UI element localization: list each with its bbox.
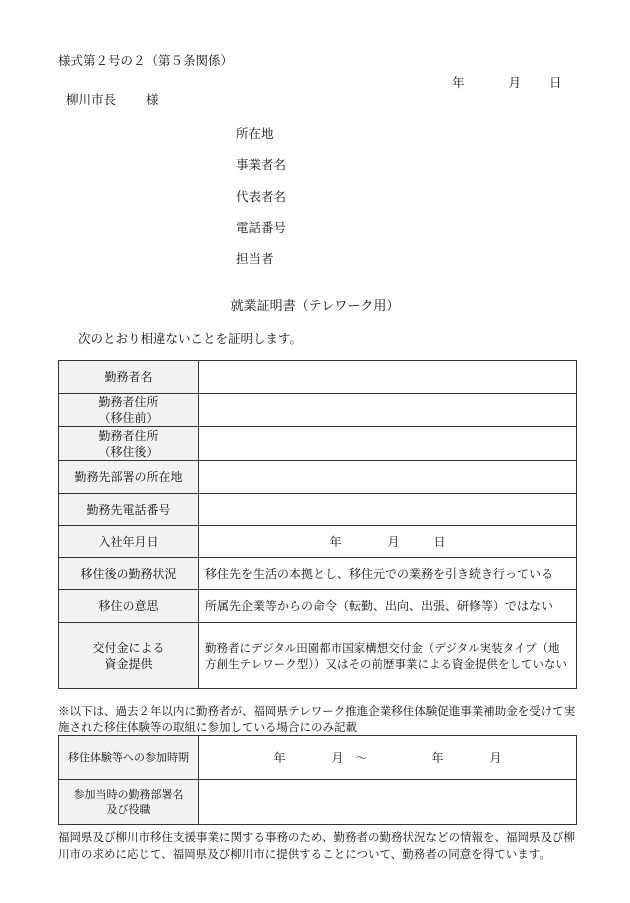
office-location-label: 勤務先部署の所在地 xyxy=(59,461,199,494)
trial-dept-label xyxy=(59,780,199,825)
trial-period-label: 移住体験等への参加時期 xyxy=(59,736,199,780)
page-title: 就業証明書（テレワーク用） xyxy=(230,299,400,314)
hire-month: 月 xyxy=(387,534,400,549)
label-line: 参加当時の勤務部署名 xyxy=(73,788,184,801)
addressee-honorific: 様 xyxy=(146,92,159,107)
applicant-company-label: 事業者名 xyxy=(236,157,287,172)
hire-day: 日 xyxy=(433,534,446,549)
worker-name-field[interactable] xyxy=(199,361,577,394)
trial-table xyxy=(58,735,577,825)
form-number: 様式第２号の２（第５条関係） xyxy=(58,53,234,68)
table-row xyxy=(59,427,577,461)
address-after-label xyxy=(59,427,199,461)
note-text: ※以下は、過去２年以内に勤務者が、福岡県テレワーク推進企業移住体験促進事業補助金を受けて実施された移住体験等の取組に参加している場合にのみ記載 xyxy=(58,704,576,734)
period-month-2: 月 xyxy=(489,750,502,765)
employment-table xyxy=(58,360,577,689)
label-line: 勤務者住所 xyxy=(98,428,159,443)
office-phone-field[interactable] xyxy=(199,494,577,526)
applicant-representative-label: 代表者名 xyxy=(236,189,287,204)
table-row xyxy=(59,780,577,825)
relocation-intent-text: 所属先企業等からの命令（転勤、出向、出張、研修等）ではない xyxy=(199,590,577,623)
applicant-phone-label: 電話番号 xyxy=(236,220,287,235)
address-after-field[interactable] xyxy=(199,427,577,461)
hire-date-field[interactable] xyxy=(199,526,577,558)
table-row xyxy=(59,361,577,394)
table-row xyxy=(59,623,577,689)
table-row xyxy=(59,526,577,558)
label-line: （移住後） xyxy=(98,444,159,459)
table-row xyxy=(59,394,577,427)
office-location-field[interactable] xyxy=(199,461,577,494)
office-phone-label: 勤務先電話番号 xyxy=(59,494,199,526)
table-row xyxy=(59,461,577,494)
addressee xyxy=(66,90,159,108)
trial-dept-field[interactable] xyxy=(199,780,577,825)
label-line: 及び役職 xyxy=(106,803,151,816)
table-row xyxy=(59,590,577,623)
period-tilde: ～ xyxy=(355,750,368,765)
work-status-text: 移住先を生活の本拠とし、移住元での業務を引き続き行っている xyxy=(199,558,577,590)
grant-funding-label xyxy=(59,623,199,689)
table-row xyxy=(59,558,577,590)
address-before-label xyxy=(59,394,199,427)
label-line: 資金提供 xyxy=(104,656,153,671)
period-month-1: 月 xyxy=(331,750,344,765)
date-month: 月 xyxy=(508,75,522,90)
hire-date-label: 入社年月日 xyxy=(59,526,199,558)
date-line xyxy=(452,73,562,91)
date-day: 日 xyxy=(549,75,562,90)
date-year: 年 xyxy=(452,75,465,90)
address-before-field[interactable] xyxy=(199,394,577,427)
table-row xyxy=(59,494,577,526)
grant-funding-text: 勤務者にデジタル田園都市国家構想交付金（デジタル実装タイプ（地方創生テレワーク型））又はその前歴事業による資金提供をしていない xyxy=(199,623,577,689)
addressee-name: 柳川市長 xyxy=(66,92,117,107)
period-year-2: 年 xyxy=(431,750,444,765)
hire-year: 年 xyxy=(329,534,342,549)
period-year-1: 年 xyxy=(273,750,286,765)
consent-text: 福岡県及び柳川市移住支援事業に関する事務のため、勤務者の勤務状況などの情報を、福岡県及び柳川市の求めに応じて、福岡県及び柳川市に提供することについて、勤務者の同意を得ています。 xyxy=(58,830,576,861)
intro-text: 次のとおり相違ないことを証明します。 xyxy=(78,331,303,346)
work-status-label: 移住後の勤務状況 xyxy=(59,558,199,590)
trial-period-field[interactable] xyxy=(199,736,577,780)
label-line: 交付金による xyxy=(92,640,165,655)
applicant-contact-label: 担当者 xyxy=(236,251,274,266)
label-line: 勤務者住所 xyxy=(98,395,159,409)
label-line: （移住前） xyxy=(98,411,159,425)
applicant-address-label: 所在地 xyxy=(236,126,274,141)
table-row xyxy=(59,736,577,780)
worker-name-label: 勤務者名 xyxy=(59,361,199,394)
relocation-intent-label: 移住の意思 xyxy=(59,590,199,623)
